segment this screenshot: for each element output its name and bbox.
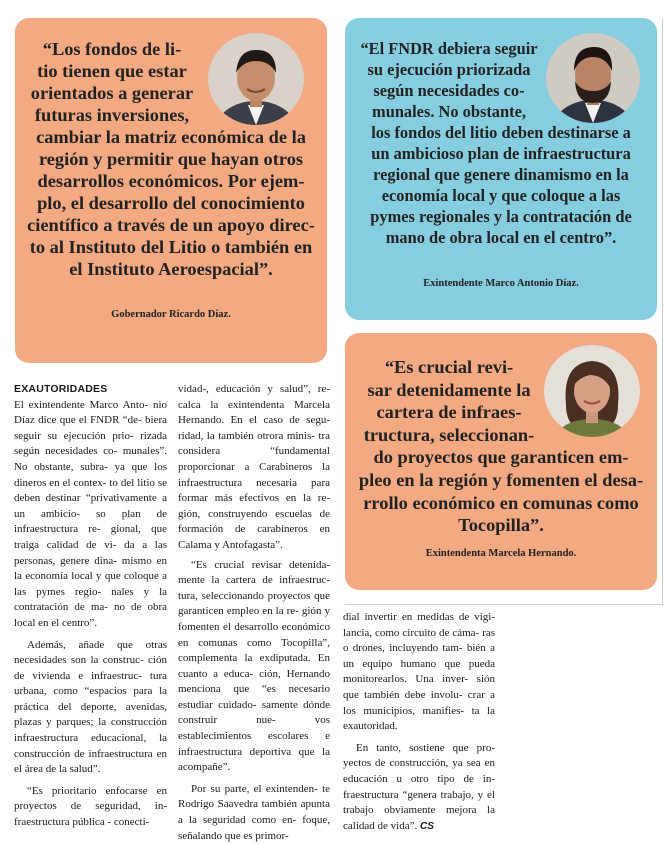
horizontal-divider xyxy=(345,604,663,605)
paragraph: El exintendente Marco Anto- nio Díaz dice que el FNDR “de- biera seguir su ejecución prio- rizada según necesidades co- munales”. No obstante, subra- ya que los dineros en el contex- to del litio se deben destinar “privativamente a un ambicio- so plan de infraestructura re- gional, que traiga calidad de vi- da a las personas, genere dina- mismo en la economía local y que coloque a las pymes regio- nales y la contratación de ma- no de obra local en el centro”. xyxy=(14,398,168,629)
paragraph: Por su parte, el exintenden- te Rodrigo Saavedra también apunta a la seguridad como en- foque, señalando que es primor- xyxy=(178,782,331,842)
paragraph: vidad-, educación y salud”, re- calca la exintendenta Marcela Hernando. En el caso de segu- ridad, la también otrora minis- tra considera “fundamental proporcionar a Carabineros la infraestructura necesaria para formar más efectivos en la re- gión, construyendo escuelas de formación de carabineros en Calama y Antofagasta”. xyxy=(178,383,331,551)
paragraph: Además, añade que otras necesidades son la construc- ción de vivienda e infraestruc- tura urbana, como “espacios para la práctica del deporte, avenidas, plazas y parques; la construcción infraestructura educacional, la construcción de infraestructura en el área de la salud”. xyxy=(14,638,168,776)
quote-text-gobernador: “Los fondos de li- tio tienen que estar orientados a generar futuras inversiones, cambiar la matriz económica de la región y permitir que hayan otros desarrollos económicos. Por ejem- plo, el desarrollo del conocimiento científico a través de un apoyo direc- to al Instituto del Litio o también en el Instituto Aeroespacial”. xyxy=(27,39,315,279)
paragraph: “Es crucial revisar detenida- mente la cartera de infraestruc- tura, seleccionando proyectos que garanticen empleo en la re- gión y fomenten el desarrollo económico en comunas como Tocopilla”, complementa la exdiputada. En cuanto a educa- ción, Hernando menciona que “es necesario estudiar cuidado- samente dónde construir nue- vos establecimientos escolares e infraestructura deportiva que la acompañe”. xyxy=(178,558,331,774)
section-heading: EXAUTORIDADES xyxy=(14,383,108,395)
paragraph: En tanto, sostiene que pro- yectos de construcción, ya sea en educación u otro tipo de in- fraestructura “genera trabajo, y el trabajo obviamente mejora la calidad de vida”. CS xyxy=(343,741,495,832)
article-column-2 xyxy=(178,382,330,844)
quote-text-marco-diaz: “El FNDR debiera seguir su ejecución priorizada según necesidades co- munales. No obstante, los fondos del litio deben destinarse a un ambicioso plan de infraestructura regional que genere dinamismo en la economía local y que coloque a las pymes regionales y la contratación de mano de obra local en el centro”. xyxy=(360,39,632,247)
paragraph: “Es prioritario enfocarse en proyectos de seguridad, in- fraestructura pública - conecti- xyxy=(14,784,167,829)
article-column-3 xyxy=(343,610,495,834)
attribution-hernando: Exintendenta Marcela Hernando. xyxy=(425,548,577,559)
attribution-gobernador: Gobernador Ricardo Díaz. xyxy=(111,309,231,320)
article-column-1 xyxy=(14,382,167,831)
quote-text-hernando: “Es crucial revi- sar detenidamente la cartera de infraes- tructura, seleccionan- do proyectos que garanticen em- pleo en la región y fomenten el desa- rrollo económico en comunas como Tocopilla”. xyxy=(358,357,644,536)
paragraph: dial invertir en medidas de vigi- lancia, como circuito de cáma- ras o drones, incluyendo tam- bién a un equipo humano que pueda monitorearlos. Una inver- sión que también debe involu- crar a los municipios, manifies- ta la exautoridad. xyxy=(343,611,496,733)
attribution-marco-diaz: Exintendente Marco Antonio Díaz. xyxy=(423,278,579,289)
end-mark: CS xyxy=(419,820,434,832)
column-divider-right xyxy=(662,18,663,606)
